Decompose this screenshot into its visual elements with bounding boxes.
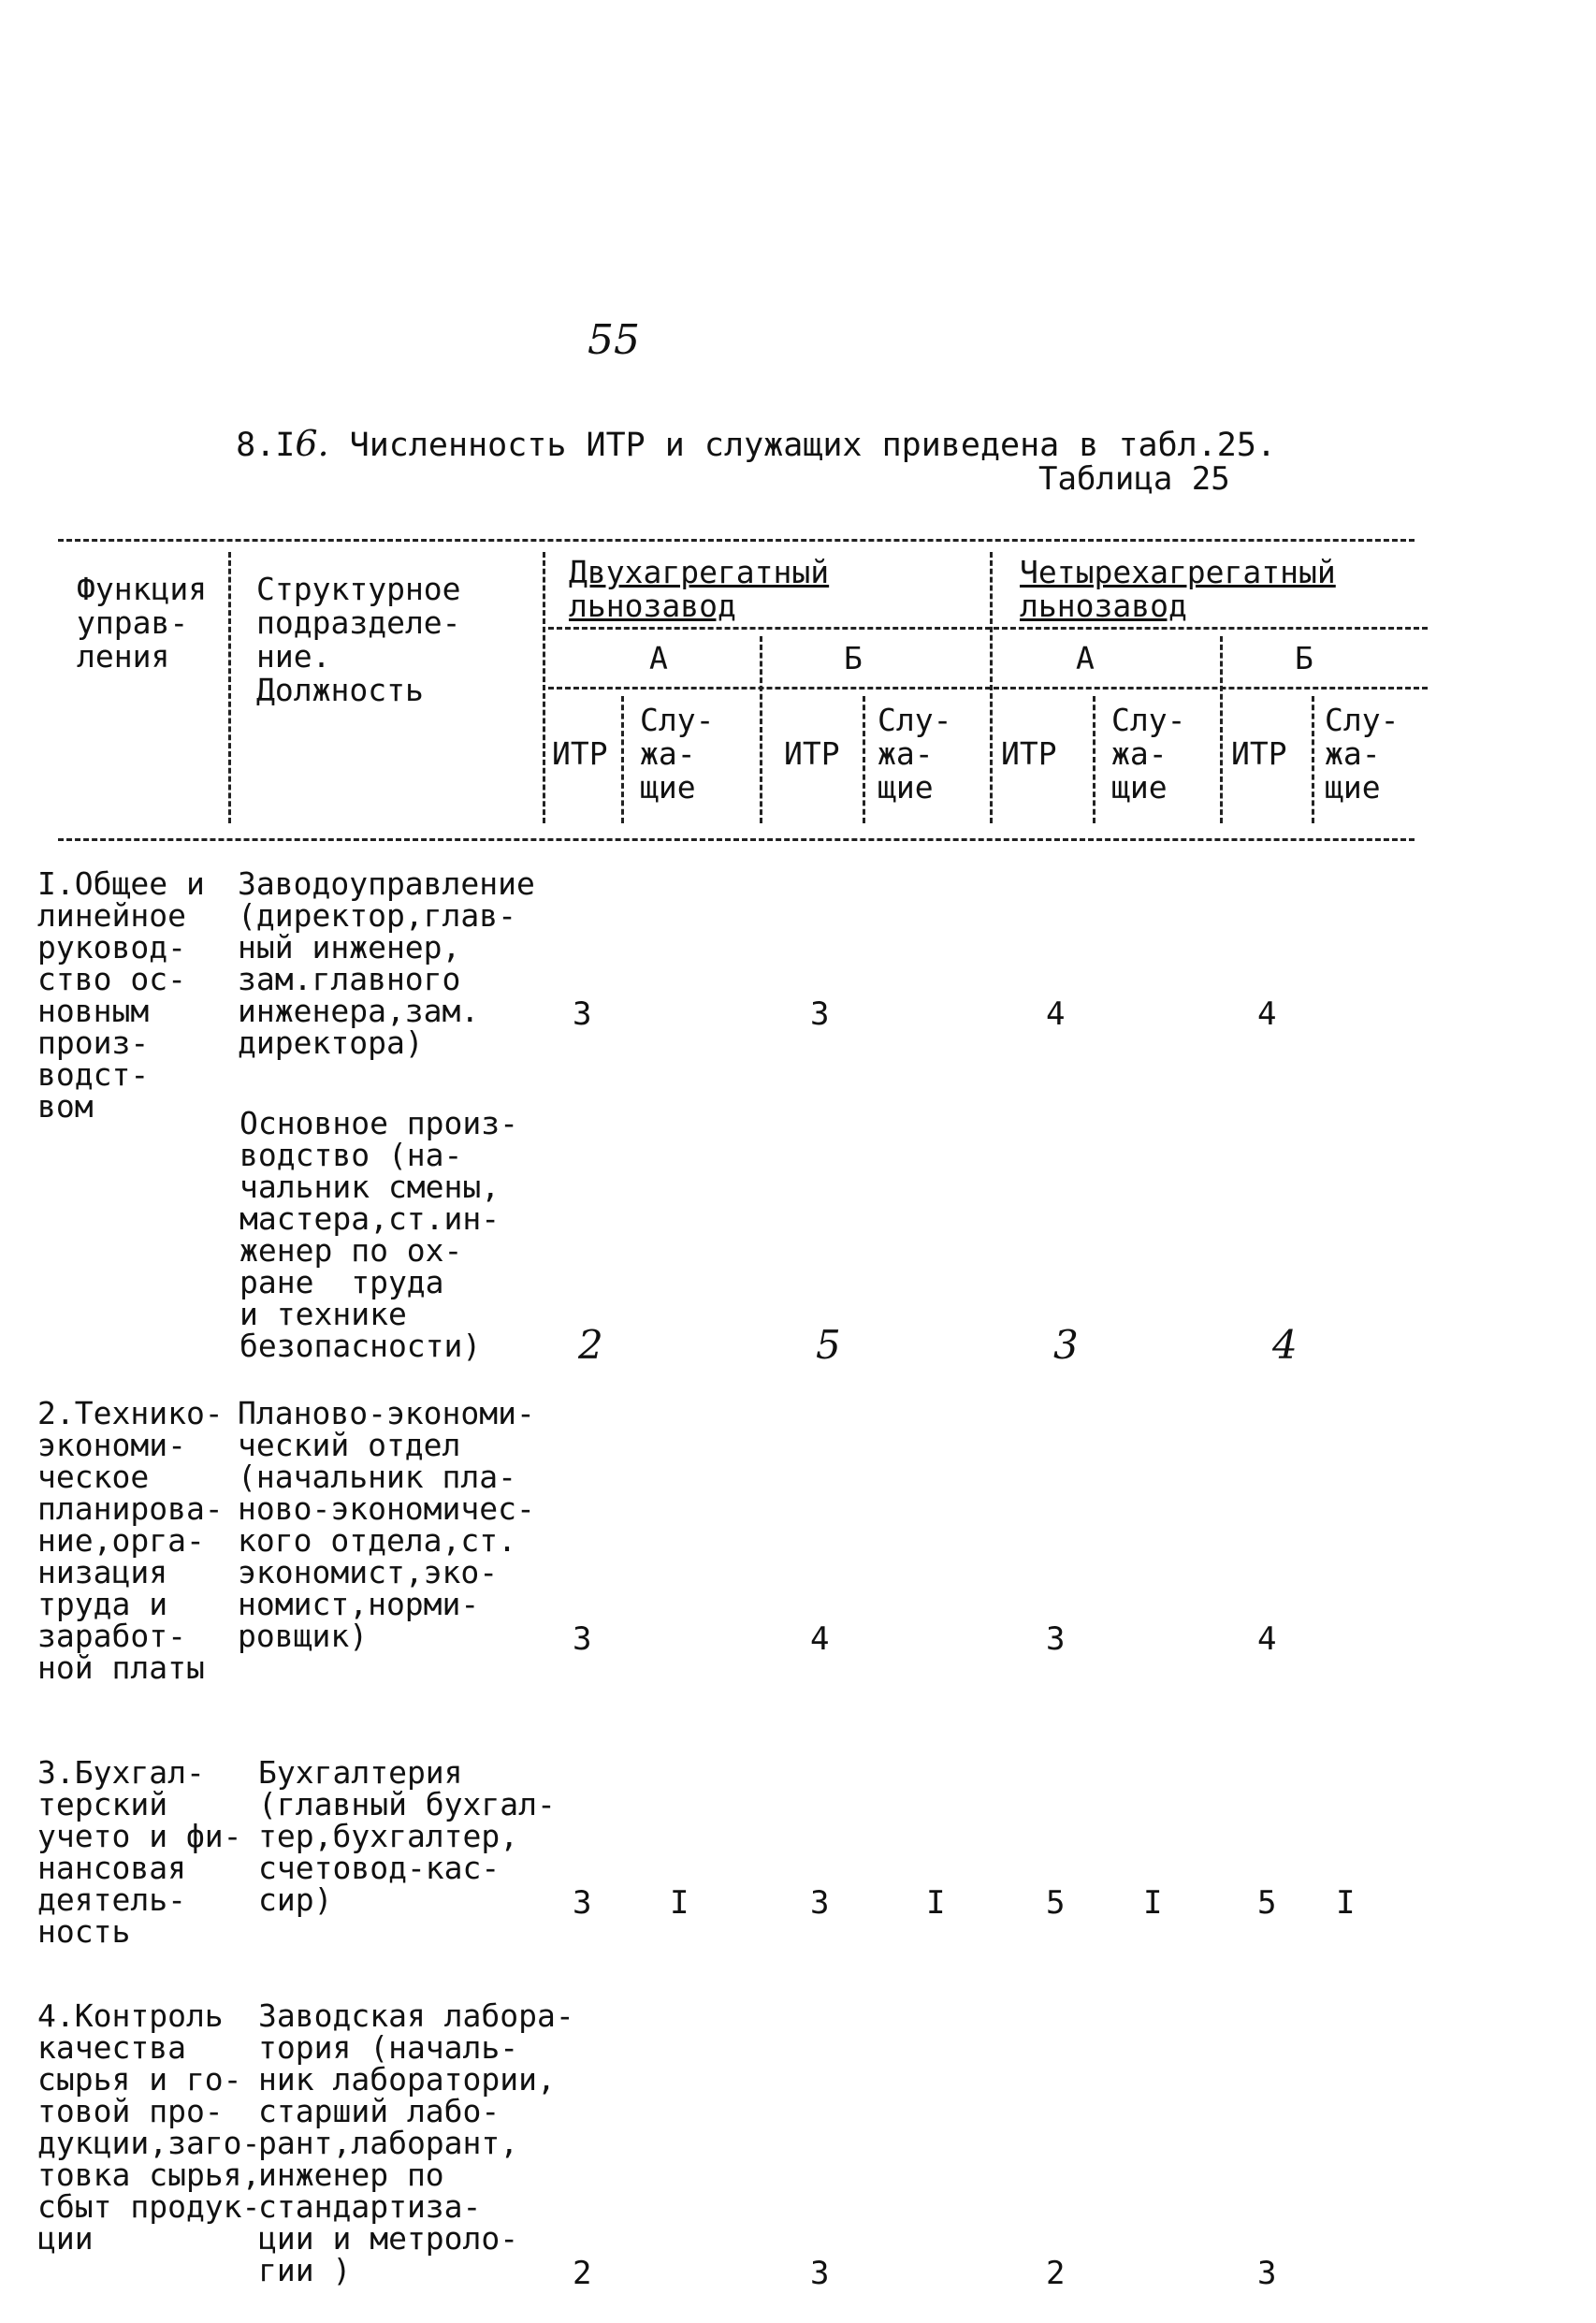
header-group-four: Четырехагрегатный льнозавод (1020, 554, 1336, 624)
header-sep-4 (760, 636, 762, 823)
row1-itr-2a: 3 (573, 995, 592, 1033)
row1-itr-2b: 3 (810, 995, 830, 1033)
header-staff-3: Слу- жа- щие (1111, 702, 1186, 806)
row5-function: 4.Контроль качества сырья и го- товой про- дукции,заго- товка сырья, сбыт продук- ции (37, 1997, 261, 2257)
row3-itr-2b: 4 (810, 1620, 830, 1658)
header-itr-2: ИТР (784, 735, 840, 772)
page-number: 55 (588, 316, 640, 364)
row5-unit: Заводская лабора- тория (началь- ник лаборатории, старший лабо- рант,лаборант, инженер по стандартиза- ции и метроло- гии ) (258, 1997, 574, 2288)
header-group-two: Двухагрегатный льнозавод (569, 554, 830, 624)
intro-handwritten: 6. (295, 423, 329, 464)
header-staff-4: Слу- жа- щие (1325, 702, 1400, 806)
header-mid-rule-1 (548, 627, 1428, 630)
row4-unit: Бухгалтерия (главный бухгал- тер,бухгалтер, счетовод-кас- сир) (258, 1754, 556, 1918)
row2-itr-2b: 5 (816, 1322, 841, 1368)
row3-unit: Планово-экономи- ческий отдел (начальник пла- ново-экономичес- кого отдела,ст. экономист,эко- номист,норми- ровщик) (238, 1395, 535, 1654)
header-sep-3 (990, 552, 993, 823)
table-caption: Таблица 25 (1038, 460, 1230, 498)
header-itr-1: ИТР (552, 735, 608, 772)
row3-itr-4a: 3 (1046, 1620, 1066, 1658)
row5-itr-2b: 3 (810, 2255, 830, 2292)
row5-itr-4b: 3 (1257, 2255, 1277, 2292)
header-itr-3: ИТР (1001, 735, 1057, 772)
header-bottom-rule (58, 838, 1415, 841)
intro-line (196, 385, 1276, 464)
row3-itr-4b: 4 (1257, 1620, 1277, 1658)
row4-staff-4b: I (1336, 1884, 1356, 1922)
header-sub-b: Б (844, 640, 863, 676)
header-structure: Структурное подразделе- ние. Должность (256, 571, 461, 708)
header-mid-rule-2 (548, 687, 1428, 690)
row4-itr-4b: 5 (1257, 1884, 1277, 1922)
row1-function: I.Общее и линейное руковод- ство ос- новным произ- водст- вом (37, 865, 205, 1125)
header-sep-8 (1093, 696, 1095, 823)
header-sep-9 (1312, 696, 1314, 823)
header-itr-4: ИТР (1231, 735, 1287, 772)
row5-itr-4a: 2 (1046, 2255, 1066, 2292)
row4-staff-2b: I (926, 1884, 946, 1922)
header-function: Функция управ- ления (77, 571, 208, 675)
row4-itr-4a: 5 (1046, 1884, 1066, 1922)
row4-staff-4a: I (1143, 1884, 1163, 1922)
row5-itr-2a: 2 (573, 2255, 592, 2292)
intro-text: Численность ИТР и служащих приведена в табл.25. (349, 427, 1277, 464)
row4-function: 3.Бухгал- терский учето и фи- нансовая деятель- ность (37, 1754, 242, 1950)
row2-itr-2a: 2 (578, 1322, 603, 1368)
header-sep-1 (228, 552, 231, 823)
header-sep-5 (1220, 636, 1223, 823)
row2-itr-4a: 3 (1053, 1322, 1079, 1368)
row1-unit: Заводоуправление (директор,глав- ный инженер, зам.главного инженера,зам. директора) (238, 865, 535, 1061)
header-top-rule (58, 539, 1415, 542)
header-staff-1: Слу- жа- щие (640, 702, 715, 806)
header-staff-2: Слу- жа- щие (878, 702, 952, 806)
row1-itr-4b: 4 (1257, 995, 1277, 1033)
header-sub-a2: А (1076, 640, 1095, 676)
header-sep-7 (863, 696, 865, 823)
row4-itr-2a: 3 (573, 1884, 592, 1922)
row4-staff-2a: I (670, 1884, 689, 1922)
header-sep-2 (543, 552, 545, 823)
row3-itr-2a: 3 (573, 1620, 592, 1658)
row4-itr-2b: 3 (810, 1884, 830, 1922)
intro-prefix: 8.I (236, 427, 296, 464)
row3-function: 2.Технико- экономи- ческое планирова- ние,орга- низация труда и заработ- ной платы (37, 1395, 224, 1686)
header-sep-6 (621, 696, 624, 823)
row1-itr-4a: 4 (1046, 995, 1066, 1033)
row2-unit: Основное произ- водство (на- чальник смены, мастера,ст.ин- женер по ох- ране труда и технике безопасности) (239, 1105, 519, 1364)
row2-itr-4b: 4 (1272, 1322, 1298, 1368)
header-sub-b2: Б (1295, 640, 1313, 676)
header-sub-a: А (649, 640, 668, 676)
